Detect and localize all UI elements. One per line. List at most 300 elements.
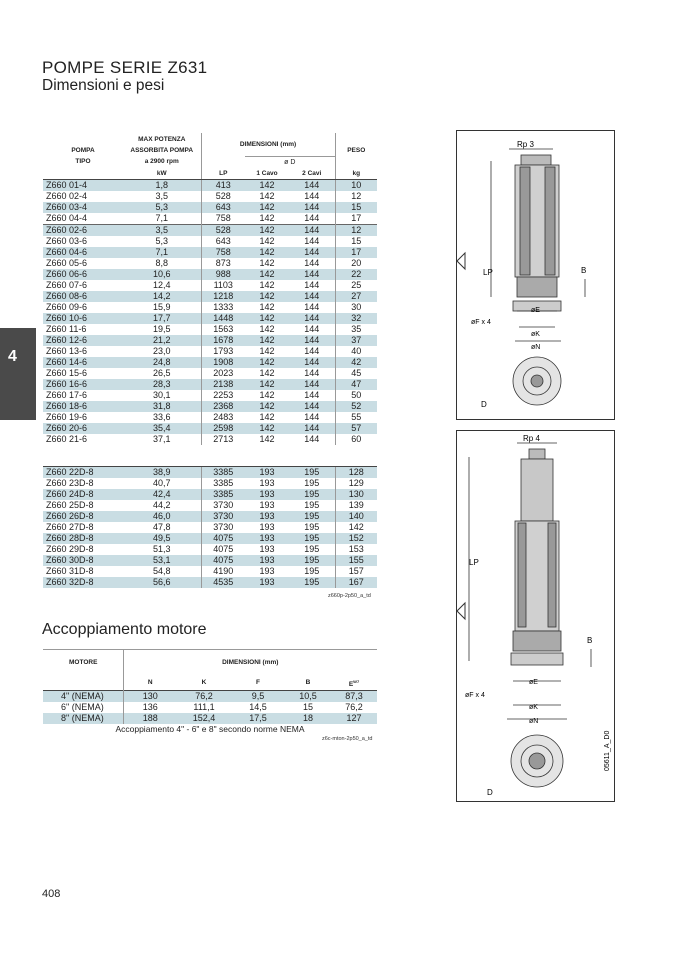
cell-tipo: Z660 18-6 [43,401,123,412]
cell-c1: 142 [245,379,289,390]
table-row [43,544,377,555]
cell-kw: 40,7 [152,478,171,488]
motor-coupling-table [43,649,377,735]
cell-c1: 142 [259,212,275,223]
cell-kw: 3,5 [155,190,168,201]
cell-peso: 15 [335,202,377,213]
drawing2-code: 05611_A_D0 [604,730,611,771]
cell-c1: 142 [259,323,275,334]
cell-tipo: Z660 13-6 [46,345,88,356]
cell-peso: 30 [335,302,377,313]
cell-lp: 4075 [201,555,245,566]
table-row [43,324,377,335]
drawing2-d: D [487,788,493,797]
table-row [43,577,377,588]
cell-peso: 35 [335,324,377,335]
cell-c1: 142 [259,389,275,400]
cell-lp: 643 [201,202,245,213]
drawing1-k: øK [531,331,540,338]
cell-lp: 988 [201,269,245,280]
cell-b: 15 [302,701,313,712]
table-row [43,555,377,566]
table-row [43,302,377,313]
cell-peso: 52 [335,401,377,412]
cell-e: 87,3 [331,690,377,702]
cell-peso: 17 [335,247,377,258]
table-row [43,434,377,445]
cell-peso: 20 [335,258,377,269]
cell-c1: 193 [245,577,289,588]
drawing2-lp: LP [469,558,479,567]
cell-lp: 1793 [201,346,245,357]
cell-lp: 3730 [201,522,245,533]
cell-c2: 195 [289,555,335,566]
motor-table-ref: z6c-mton-2p50_a_td [322,736,373,742]
table-row [43,379,377,390]
table-row [43,269,377,280]
cell-c2: 144 [289,291,335,302]
cell-peso: 47 [335,379,377,390]
cell-lp: 2253 [201,390,245,401]
cell-kw: 33,6 [152,411,171,422]
table-row [43,346,377,357]
cell-c2: 144 [289,202,335,213]
cell-c2: 195 [304,500,320,510]
table-row [43,313,377,324]
cell-c1: 193 [259,500,275,510]
cell-c2: 144 [304,212,320,223]
cell-c1: 193 [259,566,275,576]
col-header-tipo: TIPO [75,158,91,166]
table-row [43,423,377,434]
pump-drawing-large [456,430,615,802]
table-row [43,291,377,302]
cell-kw: 46,0 [123,511,201,522]
cell-tipo: Z660 25D-8 [46,500,94,510]
cell-tipo: Z660 16-6 [43,379,123,390]
cell-lp: 2598 [201,423,245,434]
cell-k: 111,1 [193,701,215,712]
cell-peso: 40 [335,346,377,357]
col-header-diam-d: ø D [245,156,335,168]
cell-kw: 7,1 [155,212,168,223]
cell-c2: 144 [304,323,320,334]
cell-b: 18 [285,713,331,724]
cell-c1: 142 [245,224,289,236]
cell-peso: 157 [335,566,377,577]
cell-kw: 5,3 [123,202,201,213]
cell-kw: 54,8 [152,566,171,576]
cell-e: 127 [331,713,377,724]
cell-kw: 3,5 [123,224,201,236]
cell-kw: 51,3 [152,544,171,554]
cell-c2: 144 [304,411,320,422]
cell-kw: 5,3 [155,235,168,246]
page-number: 408 [42,888,61,900]
table-row [43,401,377,412]
cell-tipo: Z660 14-6 [43,357,123,368]
cell-kw: 56,6 [123,577,201,588]
cell-c2: 144 [289,224,335,236]
cell-tipo: Z660 04-4 [46,212,88,223]
pump-drawing-small [456,130,615,420]
cell-lp: 528 [201,224,245,236]
cell-f: 14,5 [249,701,267,712]
cell-peso: 140 [335,511,377,522]
cell-c1: 142 [245,335,289,346]
cell-kw: 30,1 [152,389,171,400]
cell-tipo: Z660 02-4 [46,190,88,201]
cell-kw: 23,0 [152,345,171,356]
cell-kw: 17,7 [123,313,201,324]
cell-kw: 47,8 [152,522,171,532]
cell-n: 130 [123,690,177,702]
pump-table-ref: z660p-2p50_a_td [328,593,371,599]
table-row [43,467,377,479]
cell-c1: 142 [259,279,275,290]
cell-c1: 142 [245,179,289,191]
cell-peso: 12 [335,224,377,236]
cell-c2: 144 [304,433,320,444]
cell-lp: 1563 [201,324,245,335]
cell-c2: 195 [304,566,320,576]
cell-kw: 53,1 [123,555,201,566]
cell-c2: 144 [289,423,335,434]
cell-c2: 144 [304,345,320,356]
cell-tipo: Z660 27D-8 [46,522,94,532]
cell-tipo: Z660 21-6 [46,433,88,444]
table-row [43,357,377,368]
cell-kw: 35,4 [123,423,201,434]
col-header-dimensioni-mot: DIMENSIONI (mm) [123,650,377,676]
cell-tipo: Z660 02-6 [43,224,123,236]
cell-c1: 142 [245,423,289,434]
motor-footnote: Accoppiamento 4" - 6" e 8" secondo norme NEMA [115,723,305,734]
cell-peso: 60 [335,434,377,445]
col-header-assorbita: ASSORBITA POMPA [130,147,194,154]
cell-peso: 42 [335,357,377,368]
cell-kw: 28,3 [123,379,201,390]
drawing1-e: øE [531,307,540,314]
col-header-peso: PESO [335,133,377,168]
drawing2-rp: Rp 4 [523,434,540,443]
cell-c1: 142 [259,190,275,201]
page-title: POMPE SERIE Z631 [42,58,208,77]
table-row [43,280,377,291]
table-row [43,412,377,423]
cell-tipo: Z660 20-6 [43,423,123,434]
col-header-max-potenza: MAX POTENZA [138,136,186,143]
cell-lp: 1678 [201,335,245,346]
cell-n: 188 [123,713,177,724]
cell-lp: 643 [201,236,245,247]
cell-f: 17,5 [231,713,285,724]
cell-peso: 139 [335,500,377,511]
cell-peso: 37 [335,335,377,346]
cell-peso: 15 [335,236,377,247]
drawing2-e: øE [529,679,538,686]
cell-peso: 27 [335,291,377,302]
table-row [43,702,377,713]
cell-tipo: Z660 11-6 [46,323,87,334]
motor-section-title: Accoppiamento motore [42,621,207,638]
cell-tipo: Z660 28D-8 [43,533,123,544]
drawing1-rp: Rp 3 [517,140,534,149]
cell-c1: 142 [245,202,289,213]
cell-c1: 142 [245,357,289,368]
cell-lp: 3385 [201,478,245,489]
cell-c1: 142 [245,269,289,280]
cell-tipo: Z660 15-6 [46,367,88,378]
cell-c2: 195 [289,467,335,479]
cell-peso: 128 [335,467,377,479]
cell-e: 76,2 [345,701,363,712]
cell-lp: 528 [201,191,245,202]
cell-peso: 32 [335,313,377,324]
cell-tipo: Z660 01-4 [43,179,123,191]
cell-c2: 195 [289,489,335,500]
drawing1-lp: LP [483,268,493,277]
col-header-pompa: POMPA [71,147,95,154]
cell-kw: 12,4 [152,279,171,290]
cell-tipo: Z660 08-6 [43,291,123,302]
cell-c2: 195 [289,511,335,522]
cell-c2: 144 [304,389,320,400]
table-row [43,202,377,213]
cell-kw: 31,8 [123,401,201,412]
cell-c2: 144 [304,301,320,312]
cell-peso: 22 [335,269,377,280]
cell-kw: 1,8 [123,179,201,191]
table-row [43,478,377,489]
cell-motore: 6" (NEMA) [61,701,104,712]
cell-lp: 4075 [201,533,245,544]
cell-tipo: Z660 22D-8 [43,467,123,479]
cell-tipo: Z660 23D-8 [46,478,94,488]
section-tab-label: 4 [8,348,17,365]
cell-tipo: Z660 29D-8 [46,544,94,554]
table-row [43,179,377,191]
cell-tipo: Z660 09-6 [46,301,88,312]
cell-motore: 8" (NEMA) [43,713,123,724]
cell-kw: 26,5 [152,367,171,378]
cell-c2: 144 [304,190,320,201]
cell-c2: 144 [304,235,320,246]
cell-peso: 45 [335,368,377,379]
table-row [43,566,377,577]
drawing2-k: øK [529,704,538,711]
cell-lp: 1448 [201,313,245,324]
cell-c1: 142 [245,313,289,324]
cell-c2: 144 [304,367,320,378]
col-header-kw: kW [123,168,201,180]
cell-peso: 25 [335,280,377,291]
cell-c1: 142 [259,235,275,246]
table-row [43,489,377,500]
cell-tipo: Z660 30D-8 [43,555,123,566]
cell-c1: 142 [245,291,289,302]
cell-c1: 142 [245,401,289,412]
drawing2-fx4: øF x 4 [465,692,485,699]
cell-kw: 44,2 [152,500,171,510]
cell-lp: 3730 [201,511,245,522]
cell-tipo: Z660 03-6 [46,235,88,246]
cell-c1: 142 [259,301,275,312]
cell-c1: 193 [245,511,289,522]
cell-lp: 2713 [201,434,245,445]
cell-tipo: Z660 26D-8 [43,511,123,522]
cell-c1: 142 [245,247,289,258]
cell-c2: 144 [289,247,335,258]
cell-tipo: Z660 17-6 [46,389,88,400]
table-row [43,247,377,258]
cell-kw: 21,2 [123,335,201,346]
col-header-1cavo: 1 Cavo [245,168,289,180]
col-header-n: N [123,676,177,691]
table-row [43,236,377,247]
cell-lp: 4190 [201,566,245,577]
table-row [43,258,377,269]
cell-lp: 1103 [201,280,245,291]
cell-lp: 2138 [201,379,245,390]
col-header-motore: MOTORE [69,659,98,667]
cell-c2: 144 [289,379,335,390]
cell-tipo: Z660 06-6 [43,269,123,280]
cell-c1: 193 [259,522,275,532]
drawing2-n: øN [529,718,539,725]
cell-tipo: Z660 31D-8 [46,566,94,576]
cell-kw: 42,4 [123,489,201,500]
cell-tipo: Z660 24D-8 [43,489,123,500]
table-row [43,368,377,379]
col-header-k: K [201,679,207,687]
cell-kw: 10,6 [123,269,201,280]
cell-c1: 193 [259,544,275,554]
cell-c1: 193 [259,478,275,488]
drawing1-n: øN [531,344,541,351]
cell-kw: 8,8 [155,257,168,268]
cell-k: 76,2 [177,690,231,702]
cell-kw: 7,1 [123,247,201,258]
col-header-rpm: a 2900 rpm [144,158,179,166]
pump-dimensions-table-2 [43,466,377,588]
cell-kw: 37,1 [152,433,171,444]
drawing1-fx4: øF x 4 [471,319,491,326]
cell-c2: 144 [289,335,335,346]
cell-c2: 144 [289,357,335,368]
cell-peso: 10 [335,179,377,191]
cell-c1: 142 [259,367,275,378]
cell-kw: 15,9 [152,301,171,312]
cell-c1: 142 [259,257,275,268]
table-row [43,713,377,724]
cell-tipo: Z660 03-4 [43,202,123,213]
drawing2-b: B [587,636,593,645]
cell-peso: 130 [335,489,377,500]
cell-kw: 14,2 [123,291,201,302]
cell-k: 152,4 [177,713,231,724]
table-row [43,533,377,544]
cell-tipo: Z660 07-6 [46,279,88,290]
cell-peso: 12 [335,191,377,202]
cell-kw: 19,5 [152,323,171,334]
cell-lp: 4535 [201,577,245,588]
cell-f: 9,5 [231,690,285,702]
cell-c2: 195 [304,544,320,554]
table-row [43,690,377,702]
cell-c2: 195 [289,533,335,544]
cell-c2: 144 [304,279,320,290]
cell-tipo: Z660 04-6 [43,247,123,258]
cell-c1: 193 [245,467,289,479]
drawing1-d: D [481,400,487,409]
table-row [43,511,377,522]
col-header-lp: LP [201,168,245,180]
table-row [43,191,377,202]
cell-c1: 193 [245,555,289,566]
cell-c2: 195 [304,478,320,488]
cell-lp: 3385 [201,489,245,500]
cell-c2: 144 [289,179,335,191]
drawing1-b: B [581,266,587,275]
cell-tipo: Z660 05-6 [46,257,88,268]
col-header-e: $E^{W7}$ [348,678,360,688]
cell-peso: 152 [335,533,377,544]
cell-peso: 129 [335,478,377,489]
cell-kw: 38,9 [123,467,201,479]
col-header-2cavi: 2 Cavi [289,168,335,180]
cell-kw: 49,5 [123,533,201,544]
cell-peso: 57 [335,423,377,434]
cell-c2: 144 [304,257,320,268]
cell-c1: 142 [259,433,275,444]
cell-lp: 1218 [201,291,245,302]
cell-lp: 2023 [201,368,245,379]
col-header-b: B [305,679,311,687]
cell-c2: 144 [289,269,335,280]
cell-lp: 758 [201,247,245,258]
cell-lp: 758 [201,213,245,225]
table-row [43,213,377,225]
cell-c2: 195 [304,522,320,532]
cell-b: 10,5 [285,690,331,702]
col-header-dimensioni: DIMENSIONI (mm) [201,133,335,156]
cell-lp: 4075 [201,544,245,555]
table-row [43,224,377,236]
col-header-kg: kg [335,168,377,180]
cell-lp: 3385 [201,467,245,479]
cell-lp: 873 [201,258,245,269]
cell-peso: 142 [335,522,377,533]
table-row [43,522,377,533]
table-row [43,500,377,511]
cell-peso: 153 [335,544,377,555]
cell-peso: 155 [335,555,377,566]
page-subtitle: Dimensioni e pesi [42,77,165,94]
cell-c2: 144 [289,313,335,324]
cell-lp: 2368 [201,401,245,412]
cell-peso: 17 [335,213,377,225]
cell-n: 136 [123,702,177,713]
cell-c2: 144 [289,401,335,412]
cell-motore: 4" (NEMA) [43,690,123,702]
pump-dimensions-table [43,133,377,445]
col-header-f: F [256,679,260,687]
cell-lp: 1908 [201,357,245,368]
cell-c2: 195 [289,577,335,588]
cell-peso: 167 [335,577,377,588]
cell-kw: 24,8 [123,357,201,368]
